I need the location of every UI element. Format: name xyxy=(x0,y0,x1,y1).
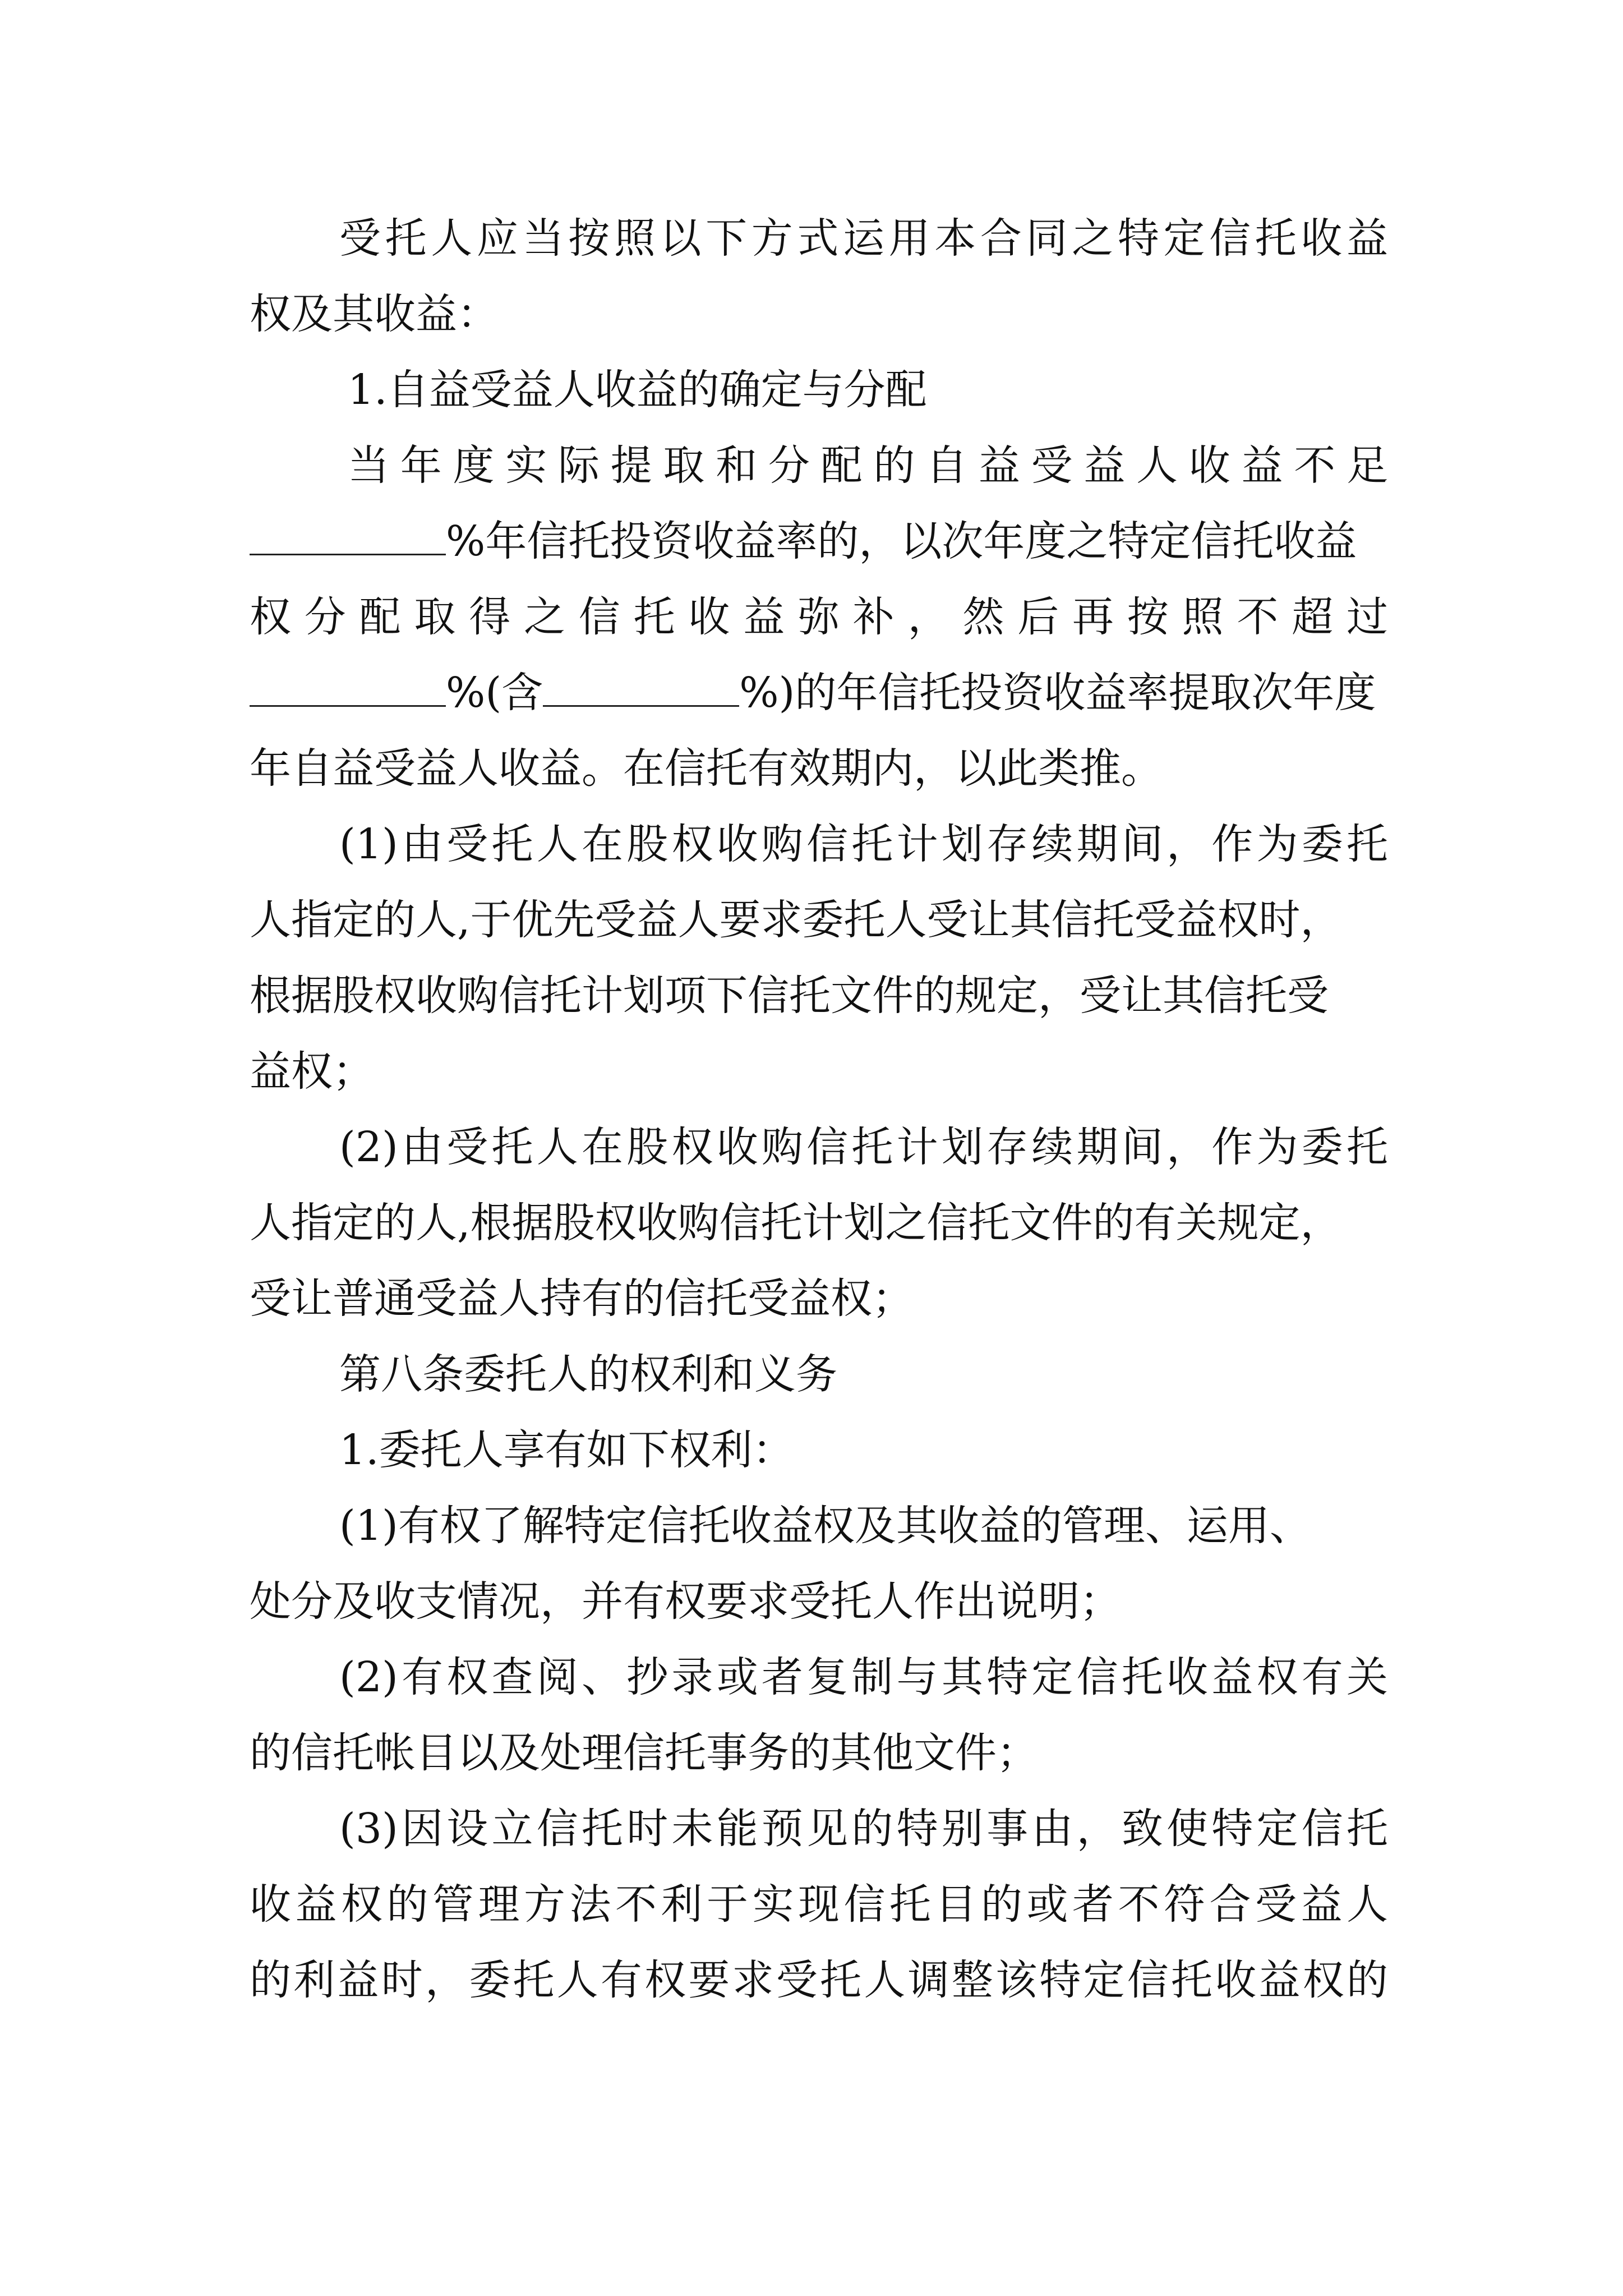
fill-in-blank[interactable] xyxy=(250,520,446,555)
paragraph-line-8: (1)由受托人在股权收购信托计划存续期间，作为委托 xyxy=(339,820,1388,868)
section-heading-1: 1.自益受益人收益的确定与分配 xyxy=(348,366,927,414)
paragraph-line-11: 益权； xyxy=(250,1047,374,1096)
paragraph-line-17: (2)有权查阅、抄录或者复制与其特定信托收益权有关 xyxy=(339,1653,1388,1701)
paragraph-line-13: 人指定的人,根据股权收购信托计划之信托文件的有关规定， xyxy=(250,1199,1342,1247)
paragraph-line-18: 的信托帐目以及处理信托事务的其他文件； xyxy=(250,1729,1038,1777)
paragraph-line-1: 受托人应当按照以下方式运用本合同之特定信托收益 xyxy=(339,214,1388,263)
paragraph-line-4 xyxy=(250,510,1388,572)
paragraph-line-20: 收益权的管理方法不利于实现信托目的或者不符合受益人 xyxy=(250,1880,1388,1929)
paragraph-line-2: 权及其收益： xyxy=(250,290,499,338)
rate-text-inclusive: %(含 xyxy=(446,669,543,717)
paragraph-line-15: (1)有权了解特定信托收益权及其收益的管理、运用、 xyxy=(339,1502,1311,1550)
fill-in-blank[interactable] xyxy=(543,671,739,707)
paragraph-line-10: 根据股权收购信托计划项下信托文件的规定，受让其信托受 xyxy=(250,972,1329,1020)
paragraph-line-19: (3)因设立信托时未能预见的特别事由，致使特定信托 xyxy=(339,1805,1388,1853)
article-heading: 第八条委托人的权利和义务 xyxy=(339,1350,837,1398)
paragraph-line-16: 处分及收支情况，并有权要求受托人作出说明； xyxy=(250,1577,1121,1626)
section-heading-2: 1.委托人享有如下权利： xyxy=(339,1426,794,1474)
paragraph-line-3: 当年度实际提取和分配的自益受益人收益不足 xyxy=(348,441,1388,490)
rate-text-next-year: %)的年信托投资收益率提取次年度 xyxy=(739,669,1376,717)
rate-text: %年信托投资收益率的，以次年度之特定信托收益 xyxy=(446,517,1357,565)
fill-in-blank[interactable] xyxy=(250,671,446,707)
paragraph-line-14: 受让普通受益人持有的信托受益权； xyxy=(250,1274,914,1323)
paragraph-line-9: 人指定的人,于优先受益人要求委托人受让其信托受益权时， xyxy=(250,896,1342,944)
paragraph-line-21: 的利益时，委托人有权要求受托人调整该特定信托收益权的 xyxy=(250,1956,1388,2004)
paragraph-line-6 xyxy=(250,662,1388,724)
paragraph-line-5: 权分配取得之信托收益弥补，然后再按照不超过 xyxy=(250,593,1388,641)
paragraph-line-7: 年自益受益人收益。在信托有效期内，以此类推。 xyxy=(250,744,1163,793)
paragraph-line-12: (2)由受托人在股权收购信托计划存续期间，作为委托 xyxy=(339,1123,1388,1171)
